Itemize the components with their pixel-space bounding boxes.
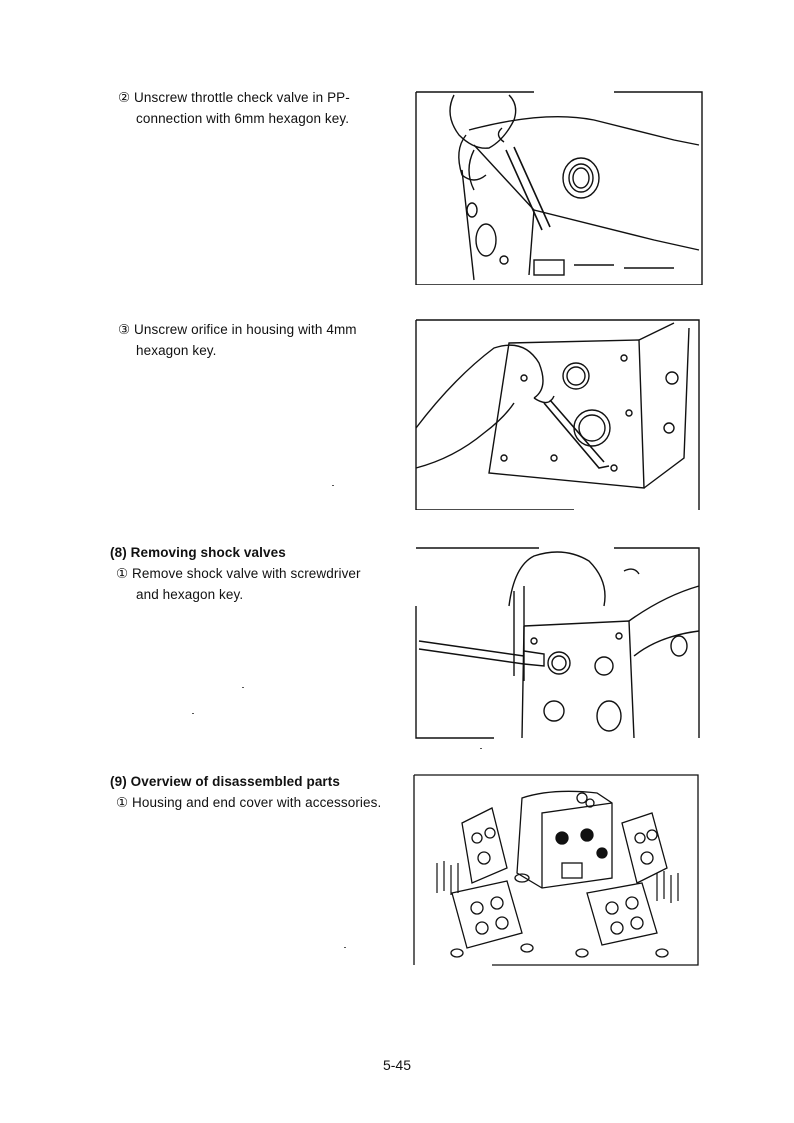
section-8-heading: (8) Removing shock valves: [110, 545, 286, 560]
step-3-line-1: ③ Unscrew orifice in housing with 4mm: [118, 322, 357, 337]
scan-speck: [344, 947, 346, 948]
figure-disassembled-parts: [412, 773, 702, 968]
scan-speck: [332, 485, 334, 486]
figure-shock-valve: [414, 546, 704, 741]
section-8-line-2: and hexagon key.: [136, 587, 244, 602]
figure-orifice: [414, 318, 702, 510]
step-3-line-2: hexagon key.: [136, 343, 217, 358]
section-9-line-1: ① Housing and end cover with accessories.: [116, 795, 382, 810]
step-2-line-2: connection with 6mm hexagon key.: [136, 111, 350, 126]
section-8-line-1: ① Remove shock valve with screwdriver: [116, 566, 361, 581]
step-2-line-1: ② Unscrew throttle check valve in PP-: [118, 90, 350, 105]
page-number: 5-45: [382, 1057, 412, 1073]
section-9-heading: (9) Overview of disassembled parts: [110, 774, 340, 789]
section-8: [110, 542, 361, 605]
scan-speck: [242, 687, 244, 688]
scan-speck: [480, 748, 482, 749]
section-9: [110, 771, 381, 813]
scan-speck: [192, 713, 194, 714]
step-3-text: [118, 319, 357, 361]
step-2-text: [118, 87, 350, 129]
figure-throttle-check-valve: [414, 90, 704, 285]
